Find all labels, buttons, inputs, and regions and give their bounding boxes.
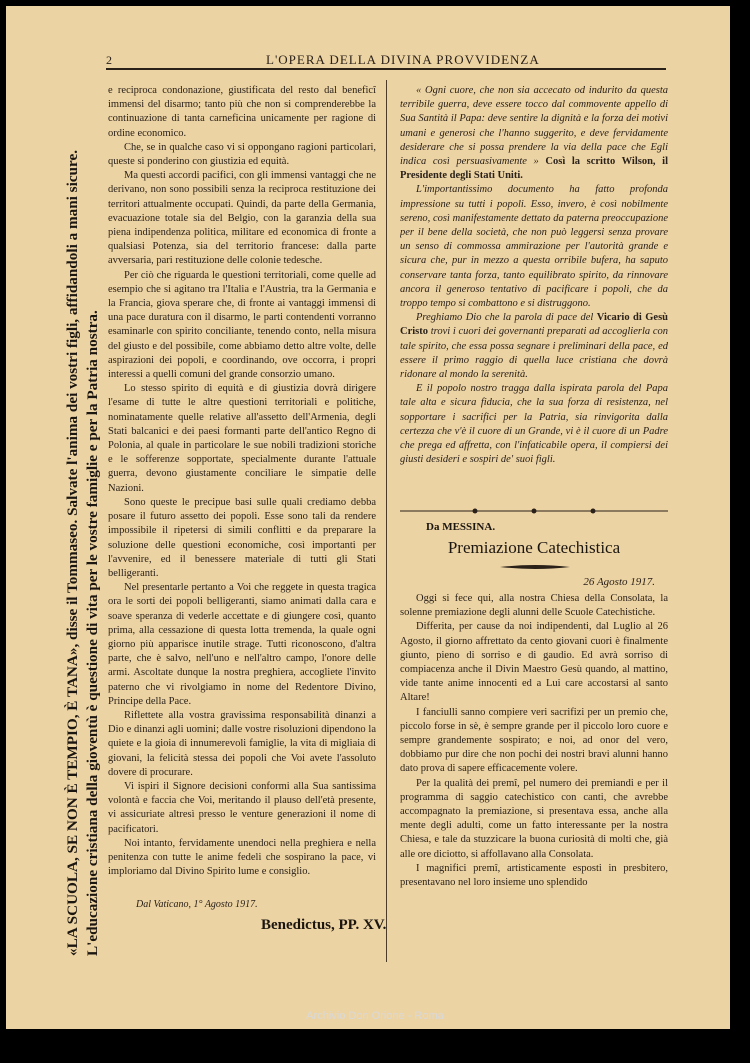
paragraph: Nel presentarle pertanto a Voi che reggete in questa tragica ora le sorti dei popoli belligeranti, siamo animati dalla cara e soave speranza di vederle accettate e di giungere così, quanto prima, alla cessazione di questa lotta tremenda, la quale ogni giorno più apparisce inutile strage. Tutti riconoscono, d'altra parte, che è salvo, nell'uno e nell'altro campo, l'onore delle armi. Ascoltate dunque la nostra preghiera, accogliete l'invito paterno che vi rivolgiamo in nome del Redentore Divino, Principe della Pace. xyxy=(108,582,376,707)
article-title: Premiazione Catechistica xyxy=(447,538,621,557)
header-rule xyxy=(106,68,666,70)
paragraph: e reciproca condonazione, giustificata del resto dal beneficî immensi del disarmo; tanto più che non si comprenderebbe la continuazione di tanta carneficina unicamente per ragione di ordine economico. xyxy=(108,85,376,139)
paragraph: Oggi si fece qui, alla nostra Chiesa della Consolata, la solenne premiazione degli alunni delle Scuole Catechistiche. xyxy=(400,593,668,619)
paragraph: Vi ispiri il Signore decisioni conformi alla Sua santissima volontà e faccia che Voi, meritando il plauso dell'età presente, vi assicuriate altresì presso le venture generazioni il nome di pacificatori. xyxy=(108,780,376,835)
paragraph: E il popolo nostro tragga dalla ispirata parola del Papa tale alta e sicura fiducia, che la sua forza di resistenza, nel sopportare i sacrifici per la Patria, sia rinvigorita dalla certezza che v'è il cuore di un Grande, vi è il cuore di un Padre che prega ed affretta, con l'infaticabile opera, il compiersi dei giusti desideri e sospiri de' suoi figli. xyxy=(400,383,668,466)
paragraph: Per ciò che riguarda le questioni territoriali, come quelle ad esempio che si agitano tra l'Italia e l'Austria, tra la Germania e la Francia, giova sperare che, di fronte ai vantaggi immensi di una pace duratura con il disarmo, le parti contendenti vorranno esaminarle con spirito conciliante, tenendo conto, nella misura del giusto e del possibile, come abbiamo detto altre volte, delle aspirazioni dei popoli, e coordinando, ove occorra, i propri interessi a quelli comuni del grande consorzio umano. xyxy=(108,269,376,381)
paragraph: Che, se in qualche caso vi si oppongano ragioni particolari, queste si ponderino con giustizia ed equità. xyxy=(108,141,376,168)
paragraph xyxy=(400,311,668,382)
right-column-top xyxy=(400,84,668,496)
archive-caption: Archivio Don Orione - Roma xyxy=(306,1010,444,1022)
sidebar-line-1: «LA SCUOLA, SE NON È TEMPIO, È TANA», disse il Tommaseo. Salvate l'anima dei vostri figli, affidandoli a mani sicure. xyxy=(64,149,81,956)
text-run: trovi i cuori dei governanti preparati ad accoglierla con tale spirito, che essa possa segnare i preliminari della pace, ed essere il primo raggio di quella luce cristiana che dovrà ridonare al mondo la serenità. xyxy=(400,326,668,381)
paragraph xyxy=(400,84,668,183)
quote-text: « Ogni cuore, che non sia accecato od indurito da questa terribile guerra, deve essere tocco dal commovente appello di Sua Santità il Papa: deve sentire la dignità e la forza dei motivi umani e generosi che l'hanno suggerito, e deve fervidamente desiderare che si possa prendere la via della pace che Egli indica così persuasivamente » xyxy=(400,85,668,168)
signature-date: Dal Vaticano, 1° Agosto 1917. xyxy=(136,899,258,910)
page-number: 2 xyxy=(106,53,112,67)
title-ornament xyxy=(500,563,570,571)
signature-name: Benedictus, PP. XV. xyxy=(261,917,387,933)
sidebar-quote xyxy=(63,76,103,956)
bold-run: Vicario di Gesù Cristo xyxy=(400,312,668,338)
left-column xyxy=(108,84,376,890)
paragraph: Sono queste le precipue basi sulle quali crediamo debba posare il futuro assetto dei popoli. Esse sono tali da rendere impossibile il ripetersi di simili conflitti e da preparare la soluzione delle questioni economiche, così importanti per l'avvenire, ed il benessere materiale di tutti gli Stati belligeranti. xyxy=(108,496,376,579)
masthead-title: L'OPERA DELLA DIVINA PROVVIDENZA xyxy=(266,52,540,67)
paragraph: Differita, per cause da noi indipendenti, dal Luglio al 26 Agosto, il giorno affrettato da cento giovani cuori è finalmente giunto, pieno di sorriso e di gaudio. Ed avrà sorriso di compiacenza anche il Divin Maestro Gesù quando, al mattino, vide tante anime innocenti ed a Lui care accostarsi al santo Altare! xyxy=(400,621,668,704)
paragraph: Lo stesso spirito di equità e di giustizia dovrà dirigere l'esame di tutte le altre questioni territoriali e politiche, nominatamente quelle relative all'assetto dell'Armenia, degli Stati balcanici e dei paesi formanti parte dell'antico Regno di Polonia, al quale in particolare le sue nobili tradizioni storiche e le sofferenze sopportate, specialmente durante l'attuale guerra, devono giustamente conciliare le simpatie delle Nazioni. xyxy=(108,383,376,494)
paragraph: I fanciulli sanno compiere veri sacrifizi per un premio che, piccolo forse in sè, è sempre grande per il piccolo loro cuore e sempre grandemente sospirato; e noi, ad onor del vero, dobbiamo pur dire che non pochi dei nostri bravi alunni hanno dato prova di sapere efficacemente volere. xyxy=(400,706,668,775)
column-divider xyxy=(386,80,387,962)
article-date: 26 Agosto 1917. xyxy=(583,576,655,588)
text-run: Preghiamo Dio che la parola di pace del xyxy=(416,312,594,324)
paragraph: Noi intanto, fervidamente unendoci nella preghiera e nella penitenza con tutte le anime fedeli che sospirano la pace, vi imploriamo dal Divino Spirito lume e consiglio. xyxy=(108,837,376,878)
paragraph: L'importantissimo documento ha fatto profonda impressione su tutti i popoli. Esso, invero, è così nobilmente sereno, così manifestamente dettato da paterna preoccupazione per il bene della società, che non può leggersi senza provare un senso di commossa ammirazione per l'autorità grande e sicura che, pur in mezzo a questa orribile bufera, ha saputo conservare tanta forza, tanto equilibrato spirito, da rinnovare ancora il generoso tentativo di pacificare i popoli, che da troppo tempo si combattono e si distruggono. xyxy=(400,184,668,310)
paragraph: I magnifici premî, artisticamente esposti in presbitero, presentavano nel loro insieme uno splendido xyxy=(400,862,668,889)
article-dateline: Da MESSINA. xyxy=(426,521,496,533)
paragraph: Ma questi accordi pacifici, con gli immensi vantaggi che ne derivano, non sono possibili senza la reciproca restituzione dei territori attualmente occupati. Quindi, da parte della Germania, evacuazione totale sia del Belgio, con la garanzia della sua piena indipendenza politica, militare ed economica di fronte a qualsiasi Potenza, sia del territorio francese: dalla parte avversaria, pari restituzione delle colonie tedesche. xyxy=(108,170,376,267)
paragraph: Per la qualità dei premî, pel numero dei premiandi e per il programma di saggio catechistico con canti, che avrebbe accompagnato la premiazione, si presentava essa, anche alla mente degli adulti, come un fatto interessante per la nostra Chiesa, e tale da stuzzicare la buona curiosità di molti che, già alle ore diciotto, si affollavano alla Consolata. xyxy=(400,777,668,860)
paragraph: Riflettete alla vostra gravissima responsabilità dinanzi a Dio e dinanzi agli uomini; dalle vostre risoluzioni dipendono la quiete e la gioia di innumerevoli famiglie, la vita di migliaia di giovani, la felicità stessa dei popoli che Voi avete l'assoluto dovere di procurare. xyxy=(108,709,376,778)
quote-attribution: Così la scritto Wilson, il Presidente degli Stati Uniti. xyxy=(400,156,668,182)
sidebar-line-2: L'educazione cristiana della gioventù è questione di vita per le vostre famiglie e per la Patria nostra. xyxy=(84,310,101,956)
article-body xyxy=(400,592,668,962)
newspaper-page xyxy=(6,6,730,1029)
section-separator xyxy=(400,505,668,517)
